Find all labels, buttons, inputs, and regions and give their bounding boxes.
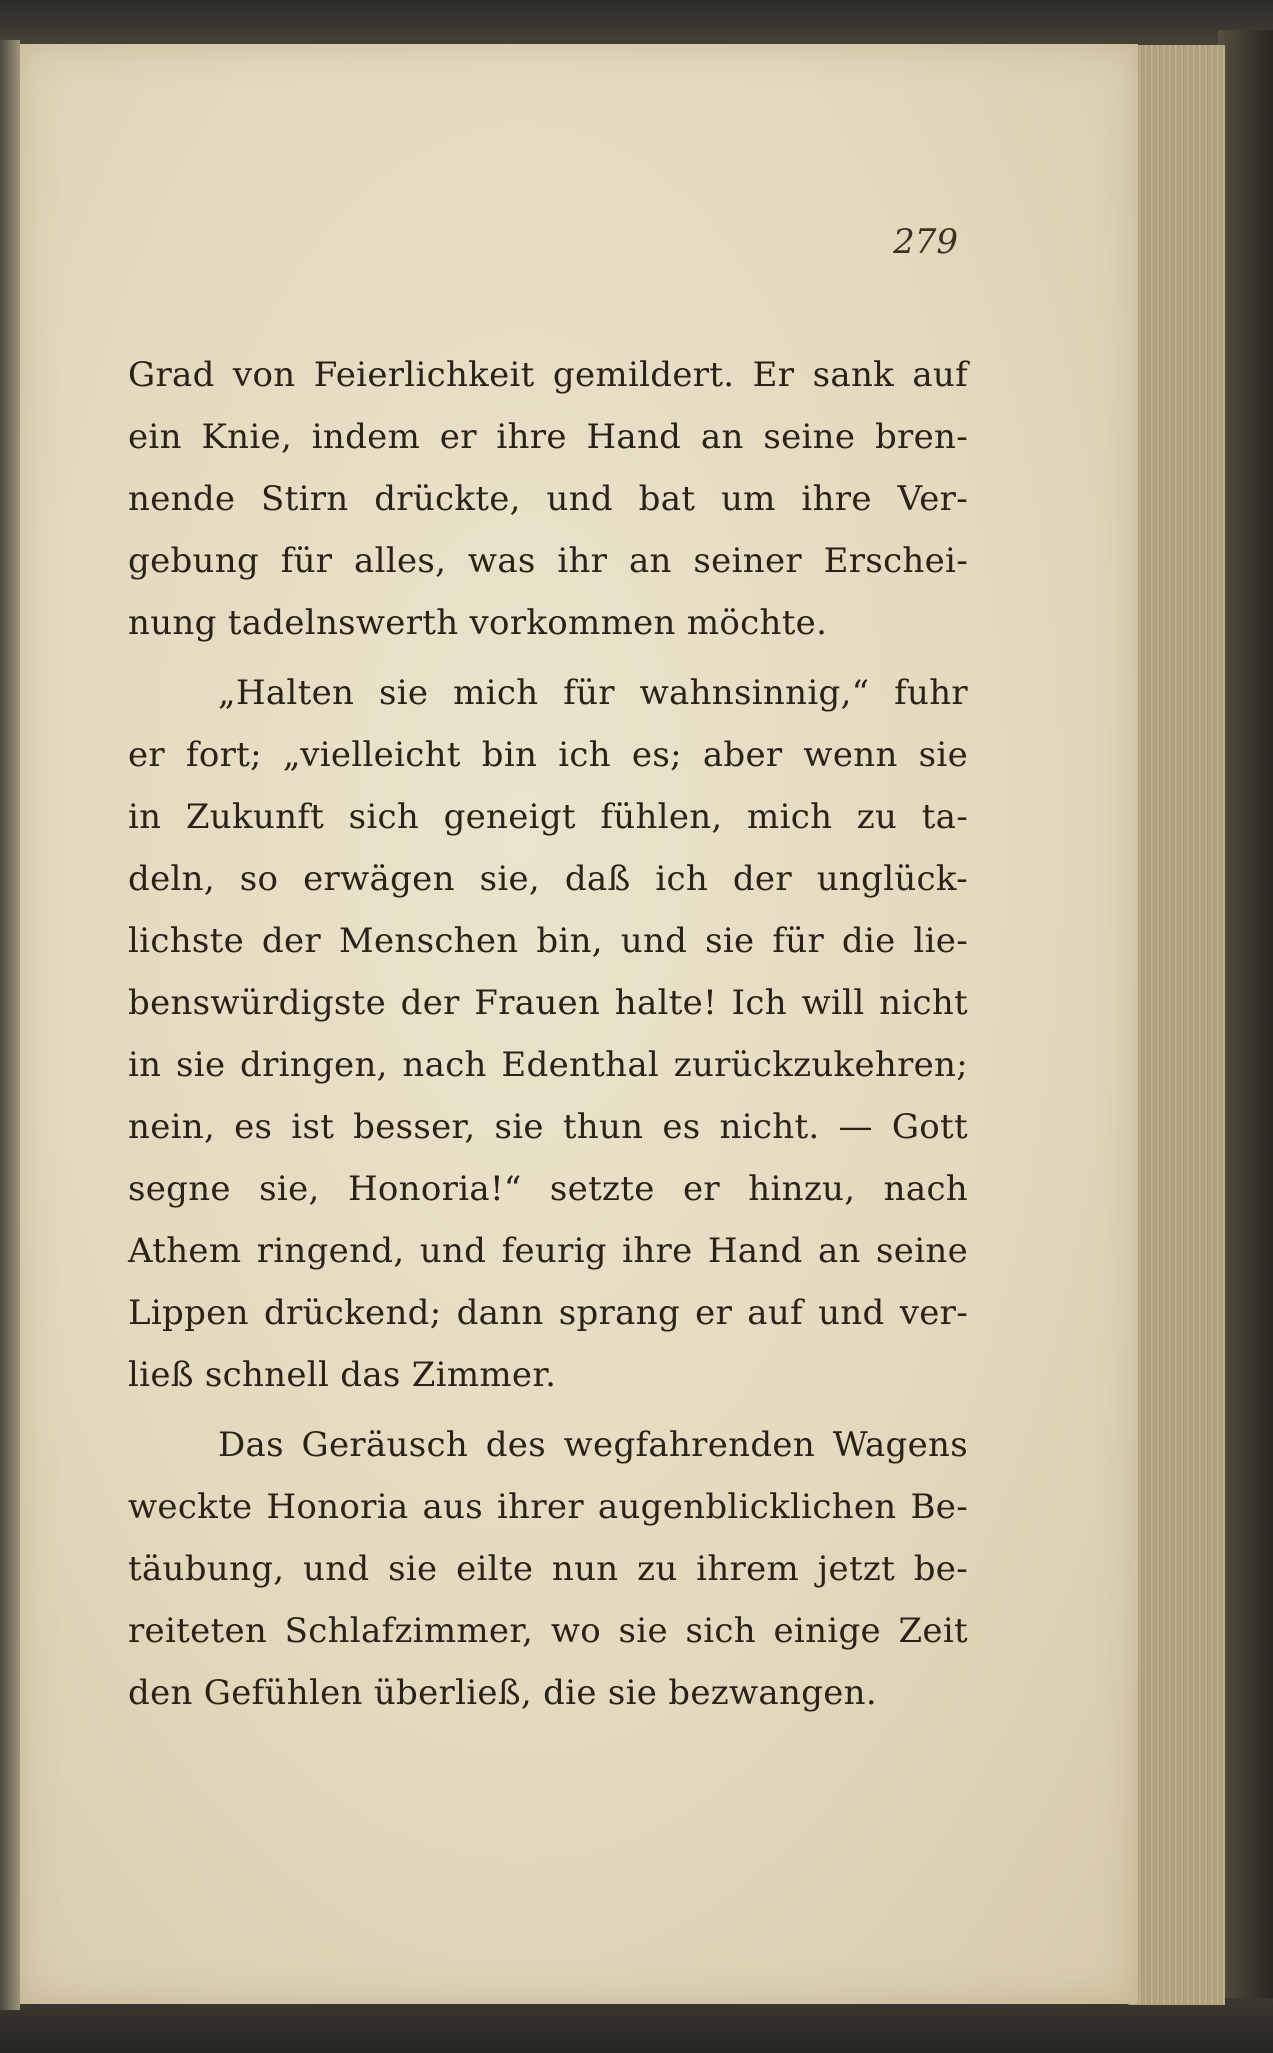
text-line: Lippen drückend; dann sprang er auf und ver- <box>128 1293 968 1333</box>
text-line: er fort; „vielleicht bin ich es; aber wenn sie <box>128 735 968 775</box>
gutter-shadow <box>0 40 20 2010</box>
text-line: Das Geräusch des wegfahrenden Wagens <box>218 1425 968 1465</box>
text-line: lichste der Menschen bin, und sie für die lie- <box>128 921 968 961</box>
text-line: „Halten sie mich für wahnsinnig,“ fuhr <box>218 673 968 713</box>
text-line: nein, es ist besser, sie thun es nicht. — Gott <box>128 1107 968 1147</box>
book-cover-top-edge <box>0 0 1273 48</box>
text-line: täubung, und sie eilte nun zu ihrem jetzt be- <box>128 1549 968 1589</box>
text-line: ließ schnell das Zimmer. <box>128 1355 557 1395</box>
text-line: nende Stirn drückte, und bat um ihre Ver- <box>128 479 968 519</box>
text-line: weckte Honoria aus ihrer augenblicklichen Be- <box>128 1487 968 1527</box>
book-cover-bottom-edge <box>0 1998 1273 2053</box>
text-line: in sie dringen, nach Edenthal zurückzukehren; <box>128 1045 968 1085</box>
text-line: Athem ringend, und feurig ihre Hand an seine <box>128 1231 968 1271</box>
page-number: 279 <box>893 222 958 262</box>
text-line: reiteten Schlafzimmer, wo sie sich einige Zeit <box>128 1611 968 1651</box>
page-fore-edge <box>1128 45 1225 2005</box>
text-line: deln, so erwägen sie, daß ich der unglück- <box>128 859 968 899</box>
paragraph <box>128 662 968 1406</box>
paragraph <box>128 1414 968 1724</box>
text-line: ein Knie, indem er ihre Hand an seine bren- <box>128 417 968 457</box>
text-line: segne sie, Honoria!“ setzte er hinzu, nach <box>128 1169 968 1209</box>
text-line: gebung für alles, was ihr an seiner Erschei- <box>128 541 968 581</box>
text-line: nung tadelnswerth vorkommen möchte. <box>128 603 828 643</box>
text-line: in Zukunft sich geneigt fühlen, mich zu ta- <box>128 797 968 837</box>
paragraph <box>128 344 968 654</box>
book-page <box>18 44 1138 2004</box>
book-cover-right-edge <box>1218 30 1273 2020</box>
body-text <box>128 344 968 1724</box>
text-line: Grad von Feierlichkeit gemildert. Er sank auf <box>128 355 968 395</box>
text-line: benswürdigste der Frauen halte! Ich will nicht <box>128 983 968 1023</box>
text-line: den Gefühlen überließ, die sie bezwangen. <box>128 1673 877 1713</box>
